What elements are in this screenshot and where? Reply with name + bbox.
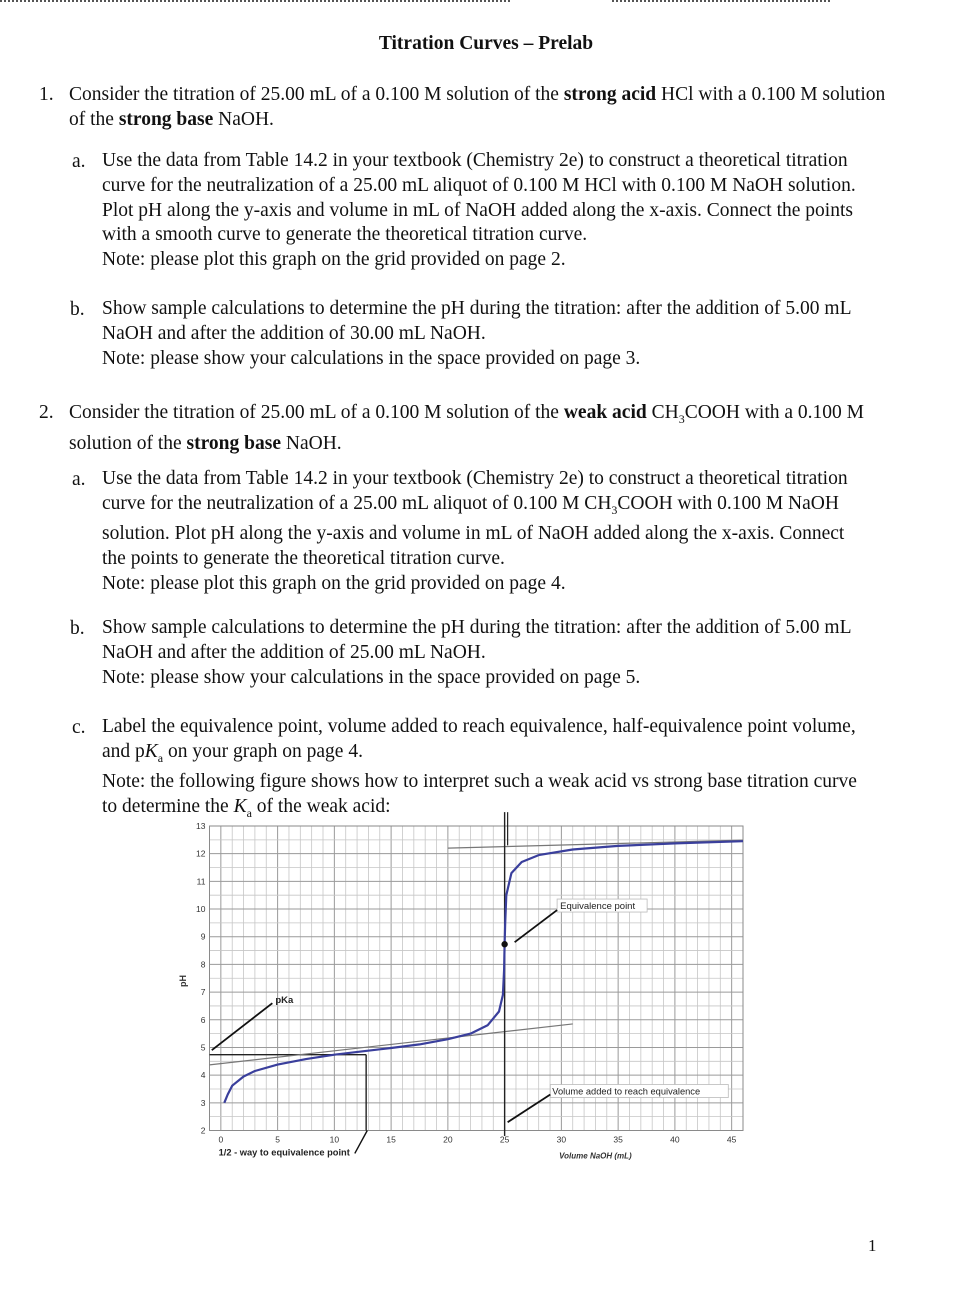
question-2a-text: Use the data from Table 14.2 in your textbook (Chemistry 2e) to construct a theoretical titration curve for the neutralization of a 25.00 mL aliquot of 0.100 M $CH_3COOH$ with 0.100 M NaOH solution. Plot pH along the y-axis and volume in mL of NaOH added along the x-axis. Connect the points to generate the theoretical titration curve. Note: please plot this graph on the grid provided on page 4. <box>102 468 848 595</box>
question-1a-letter: a. <box>72 151 86 172</box>
y-tick-label: 8 <box>200 959 206 970</box>
x-tick-label: 45 <box>726 1134 737 1145</box>
question-2a-letter: a. <box>72 469 86 490</box>
x-tick-label: 0 <box>218 1134 224 1145</box>
equivalence-point-marker <box>501 941 507 947</box>
y-tick-label: 12 <box>196 848 206 859</box>
x-tick-label: 5 <box>275 1134 280 1145</box>
equivalence-point-arrow <box>515 910 557 942</box>
pka-label: pKa <box>275 995 294 1007</box>
x-tick-label: 40 <box>670 1134 680 1145</box>
y-tick-label: 5 <box>200 1042 206 1053</box>
x-tick-label: 20 <box>443 1134 453 1145</box>
volume-added-arrow <box>508 1095 551 1123</box>
x-tick-label: 15 <box>386 1134 396 1145</box>
y-tick-label: 2 <box>200 1125 206 1136</box>
y-tick-label: 9 <box>200 931 206 942</box>
question-1b-text: Show sample calculations to determine the pH during the titration: after the addition of 5.00 mL NaOH and after the addition of 30.00 mL NaOH. Note: please show your calculations in the space provided on page 3. <box>102 298 851 369</box>
x-tick-label: 30 <box>556 1134 567 1145</box>
question-2-number: 2. <box>39 402 54 423</box>
equivalence-point-label: Equivalence point <box>560 901 636 913</box>
volume-added-label: Volume added to reach equivalence <box>552 1086 701 1097</box>
question-1a-text: Use the data from Table 14.2 in your textbook (Chemistry 2e) to construct a theoretical titration curve for the neutralization of a 25.00 mL aliquot of 0.100 M HCl with 0.100 M NaOH solution. Plot pH along the y-axis and volume in mL of NaOH added along the x-axis. Connect the points with a smooth curve to generate the theoretical titration curve. Note: please plot this graph on the grid provided on page 2. <box>102 150 856 271</box>
y-tick-label: 13 <box>196 821 206 831</box>
half-equivalence-label: 1/2 - way to equivalence point <box>218 1147 350 1158</box>
y-tick-label: 4 <box>200 1070 206 1081</box>
titration-curve-line <box>224 841 743 1103</box>
y-tick-label: 3 <box>200 1097 206 1108</box>
question-2b-letter: b. <box>70 618 85 639</box>
question-2c-letter: c. <box>72 717 86 738</box>
question-2-text: Consider the titration of 25.00 mL of a 0.100 M solution of the weak acid $CH_3COOH$ with a 0.100 M solution of the strong base NaOH. <box>69 402 864 454</box>
page-number: 1 <box>868 1236 877 1255</box>
half-equivalence-arrow <box>355 1131 367 1154</box>
x-tick-label: 35 <box>613 1134 623 1145</box>
y-tick-label: 6 <box>200 1014 206 1025</box>
page-title: Titration Curves – Prelab <box>378 33 594 54</box>
x-tick-label: 25 <box>499 1134 510 1145</box>
x-axis-label: Volume NaOH (mL) <box>559 1151 632 1161</box>
question-2c-text: Label the equivalence point, volume added to reach equivalence, half-equivalence point volume, and $pK_a$ on your graph on page 4. Note: the following figure shows how to interpret such a weak acid vs strong base titration curve to determine the $K_a$ of the weak acid: <box>102 716 857 821</box>
x-tick-label: 10 <box>329 1134 340 1145</box>
y-tick-label: 7 <box>200 987 206 998</box>
question-2b-text: Show sample calculations to determine the pH during the titration: after the addition of 5.00 mL NaOH and after the addition of 25.00 mL NaOH. Note: please show your calculations in the space provided on page 5. <box>102 617 851 688</box>
question-1-text: Consider the titration of 25.00 mL of a 0.100 M solution of the strong acid HCl with a 0.100 M solution of the strong base NaOH. <box>69 84 886 130</box>
y-tick-label: 10 <box>196 904 206 915</box>
formula-ch3cooh: $CH_3COOH$ <box>651 402 740 426</box>
question-1b-letter: b. <box>70 299 85 320</box>
y-axis-label: pH <box>178 975 188 988</box>
question-1-number: 1. <box>39 84 54 105</box>
y-tick-label: 11 <box>196 876 206 887</box>
